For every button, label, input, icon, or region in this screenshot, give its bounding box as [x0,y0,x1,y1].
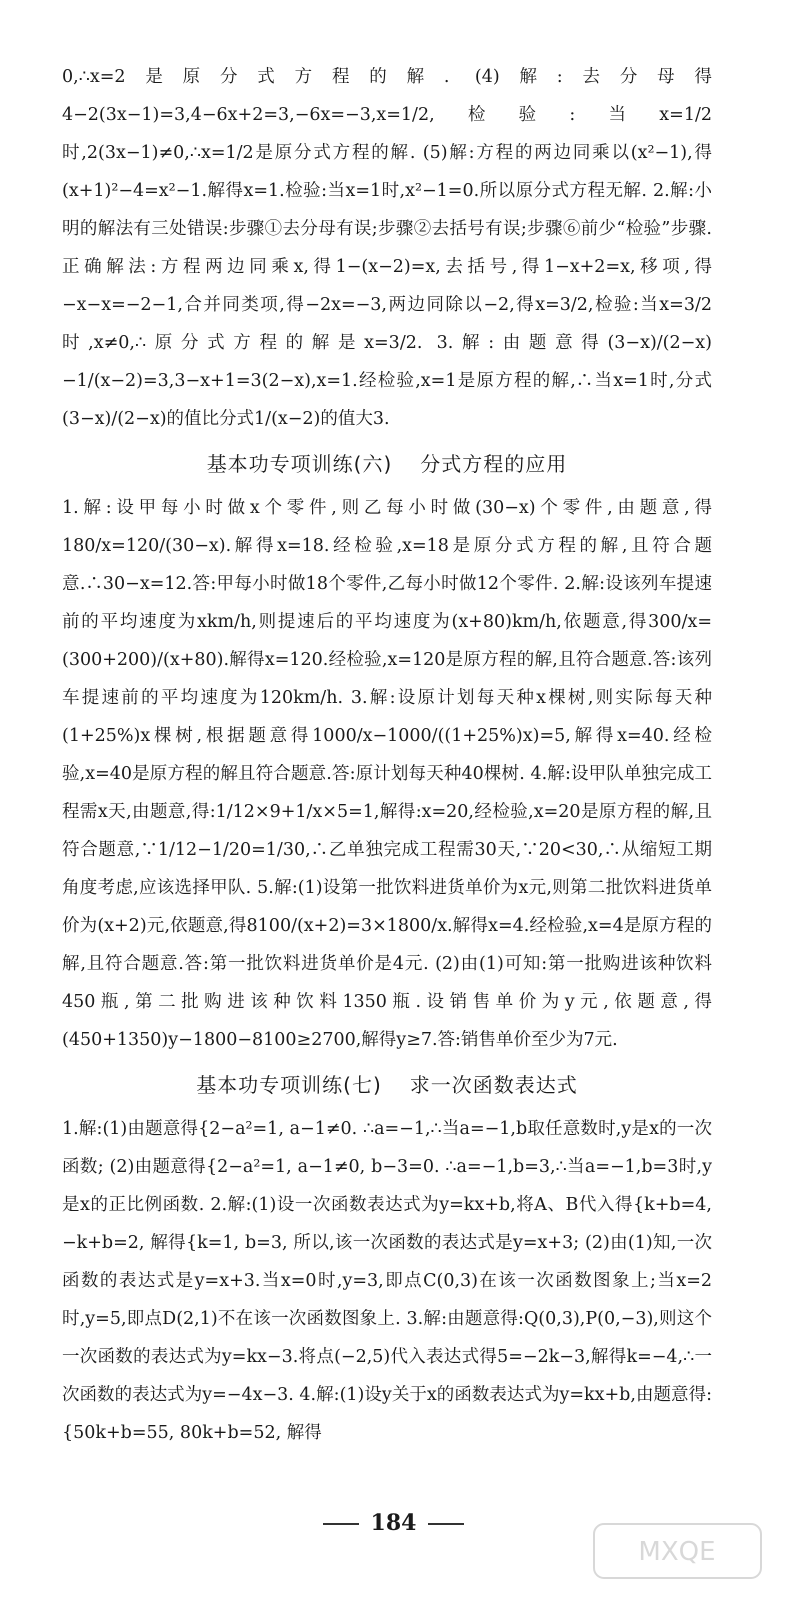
document-body [62,58,712,1452]
page-number-dash-right [428,1523,464,1525]
paragraph-section-6: 1.解:设甲每小时做x个零件,则乙每小时做(30−x)个零件,由题意,得180/x=120/(30−x).解得x=18.经检验,x=18是原分式方程的解,且符合题意.∴30−x=12.答:甲每小时做18个零件,乙每小时做12个零件. 2.解:设该列车提速前的平均速度为xkm/h,则提速后的平均速度为(x+80)km/h,依题意,得300/x=(300+200)/(x+80).解得x=120.经检验,x=120是原方程的解,且符合题意.答:该列车提速前的平均速度为120km/h. 3.解:设原计划每天种x棵树,则实际每天种(1+25%)x棵树,根据题意得1000/x−1000/((1+25%)x)=5,解得x=40.经检验,x=40是原方程的解且符合题意.答:原计划每天种40棵树. 4.解:设甲队单独完成工程需x天,由题意,得:1/12×9+1/x×5=1,解得:x=20,经检验,x=20是原方程的解,且符合题意,∵1/12−1/20=1/30,∴乙单独完成工程需30天,∵20<30,∴从缩短工期角度考虑,应该选择甲队. 5.解:(1)设第一批饮料进货单价为x元,则第二批饮料进货单价为(x+2)元,依题意,得8100/(x+2)=3×1800/x.解得x=4.经检验,x=4是原方程的解,且符合题意.答:第一批饮料进货单价是4元. (2)由(1)可知:第一批购进该种饮料450瓶,第二批购进该种饮料1350瓶.设销售单价为y元,依题意,得(450+1350)y−1800−8100≥2700,解得y≥7.答:销售单价至少为7元. [62,498,712,1050]
page-number-dash-left [323,1523,359,1525]
section-title-7: 基本功专项训练(七) [196,1073,382,1097]
watermark-logo [590,1520,765,1582]
section-subtitle-6: 分式方程的应用 [420,452,568,476]
page-number-text: 184 [370,1510,417,1536]
svg-text:MXQE: MXQE [638,1537,716,1567]
section-subtitle-7: 求一次函数表达式 [409,1073,578,1097]
section-heading-6 [62,448,712,477]
paragraph-previous-section: 0,∴x=2是原分式方程的解. (4)解:去分母得4−2(3x−1)=3,4−6x+2=3,−6x=−3,x=1/2,检验:当x=1/2时,2(3x−1)≠0,∴x=1/2是原分式方程的解. (5)解:方程的两边同乘以(x²−1),得(x+1)²−4=x²−1.解得x=1.检验:当x=1时,x²−1=0.所以原分式方程无解. 2.解:小明的解法有三处错误:步骤①去分母有误;步骤②去括号有误;步骤⑥前少“检验”步骤.正确解法:方程两边同乘x,得1−(x−2)=x,去括号,得1−x+2=x,移项,得−x−x=−2−1,合并同类项,得−2x=−3,两边同除以−2,得x=3/2,检验:当x=3/2时,x≠0,∴原分式方程的解是x=3/2. 3.解:由题意得(3−x)/(2−x)−1/(x−2)=3,3−x+1=3(2−x),x=1.经检验,x=1是原方程的解,∴当x=1时,分式(3−x)/(2−x)的值比分式1/(x−2)的值大3. [62,67,712,429]
section-heading-7 [62,1069,712,1098]
paragraph-section-7: 1.解:(1)由题意得{2−a²=1, a−1≠0. ∴a=−1,∴当a=−1,b取任意数时,y是x的一次函数; (2)由题意得{2−a²=1, a−1≠0, b−3=0. ∴a=−1,b=3,∴当a=−1,b=3时,y是x的正比例函数. 2.解:(1)设一次函数表达式为y=kx+b,将A、B代入得{k+b=4, −k+b=2, 解得{k=1, b=3, 所以,该一次函数的表达式是y=x+3; (2)由(1)知,一次函数的表达式是y=x+3.当x=0时,y=3,即点C(0,3)在该一次函数图象上;当x=2时,y=5,即点D(2,1)不在该一次函数图象上. 3.解:由题意得:Q(0,3),P(0,−3),则这个一次函数的表达式为y=kx−3.将点(−2,5)代入表达式得5=−2k−3,解得k=−4,∴一次函数的表达式为y=−4x−3. 4.解:(1)设y关于x的函数表达式为y=kx+b,由题意得:{50k+b=55, 80k+b=52, 解得 [62,1119,712,1443]
section-title-6: 基本功专项训练(六) [206,452,393,476]
